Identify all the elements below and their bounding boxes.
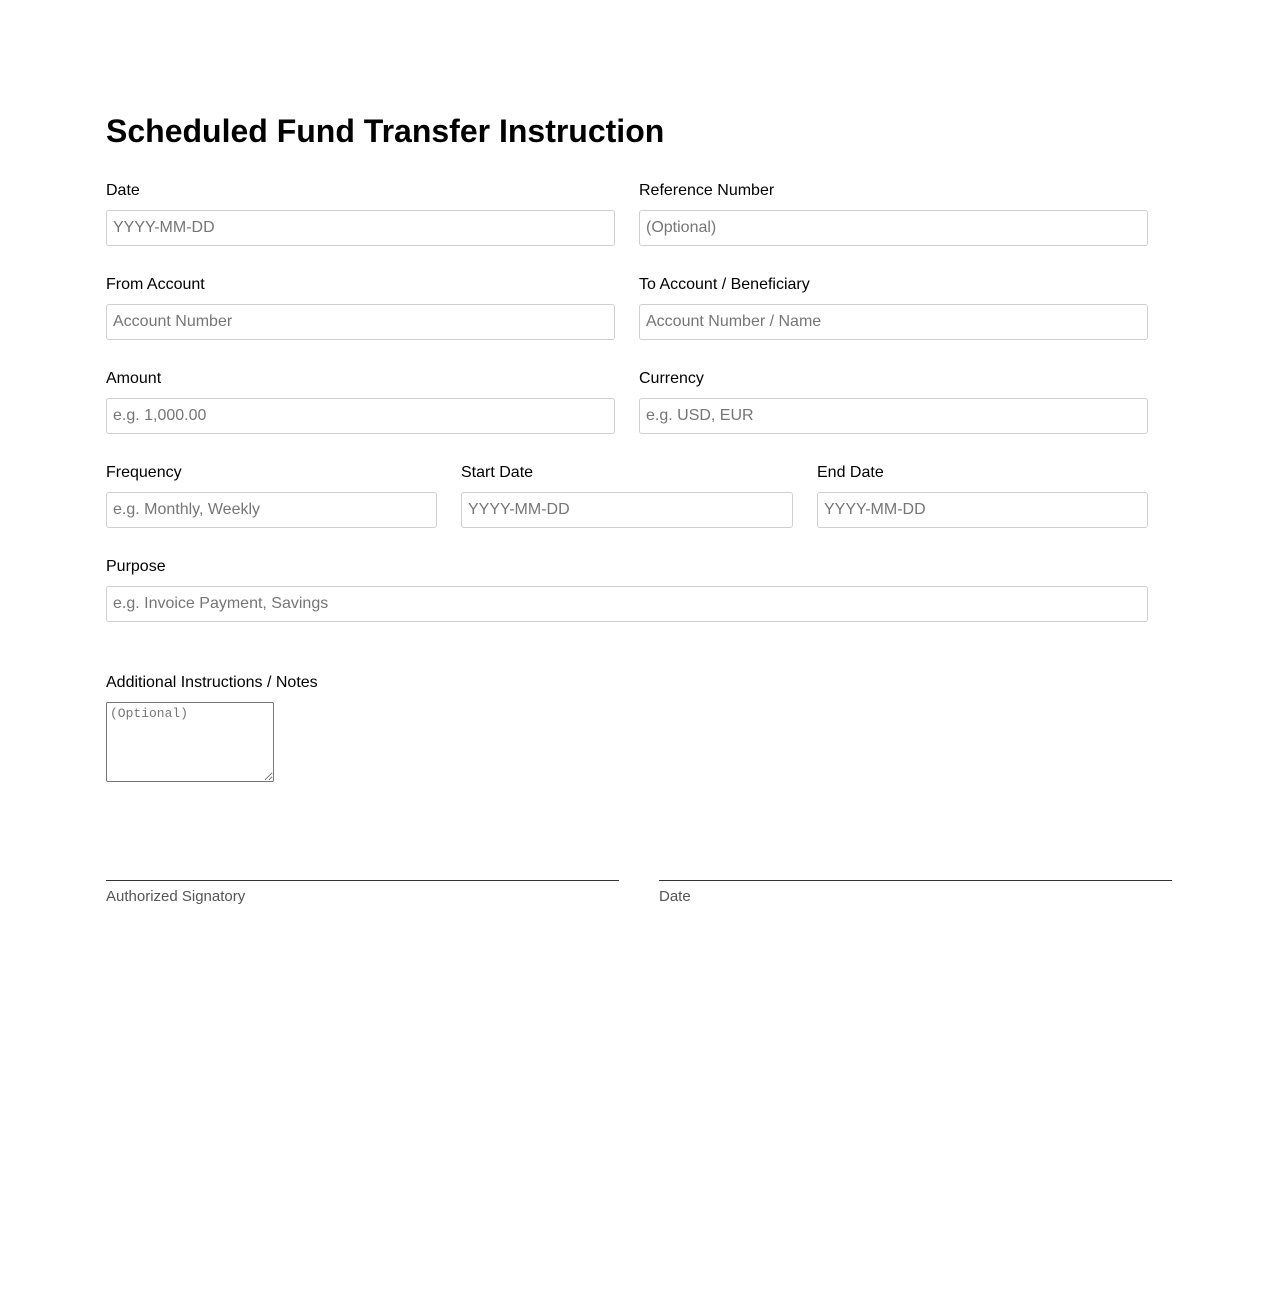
amount-input[interactable] [106,398,615,434]
end-date-label: End Date [817,464,884,481]
date-label: Date [106,182,140,199]
reference-number-label: Reference Number [639,182,775,199]
reference-number-input[interactable] [639,210,1148,246]
to-account-input[interactable] [639,304,1148,340]
from-account-input[interactable] [106,304,615,340]
signature-date-line [659,880,1172,881]
signatory-caption: Authorized Signatory [106,888,246,905]
signature-date-block [659,880,1172,905]
start-date-input[interactable] [461,492,793,528]
from-account-label: From Account [106,276,205,293]
purpose-input[interactable] [106,586,1148,622]
start-date-field-group [461,464,793,528]
signatory-line [106,880,619,881]
signatory-block [106,880,619,905]
page-title: Scheduled Fund Transfer Instruction [106,113,665,149]
date-field-group [106,182,615,246]
to-account-field-group [639,276,1148,340]
notes-field-group [106,674,506,782]
purpose-label: Purpose [106,558,166,575]
end-date-field-group [817,464,1148,528]
currency-label: Currency [639,370,704,387]
end-date-input[interactable] [817,492,1148,528]
amount-field-group [106,370,615,434]
signature-date-caption: Date [659,888,691,905]
from-account-field-group [106,276,615,340]
notes-label: Additional Instructions / Notes [106,674,318,691]
reference-number-field-group [639,182,1148,246]
currency-input[interactable] [639,398,1148,434]
frequency-label: Frequency [106,464,182,481]
purpose-field-group [106,558,1148,622]
notes-textarea[interactable] [106,702,274,782]
currency-field-group [639,370,1148,434]
date-input[interactable] [106,210,615,246]
frequency-input[interactable] [106,492,437,528]
start-date-label: Start Date [461,464,534,481]
amount-label: Amount [106,370,162,387]
frequency-field-group [106,464,437,528]
to-account-label: To Account / Beneficiary [639,276,810,293]
